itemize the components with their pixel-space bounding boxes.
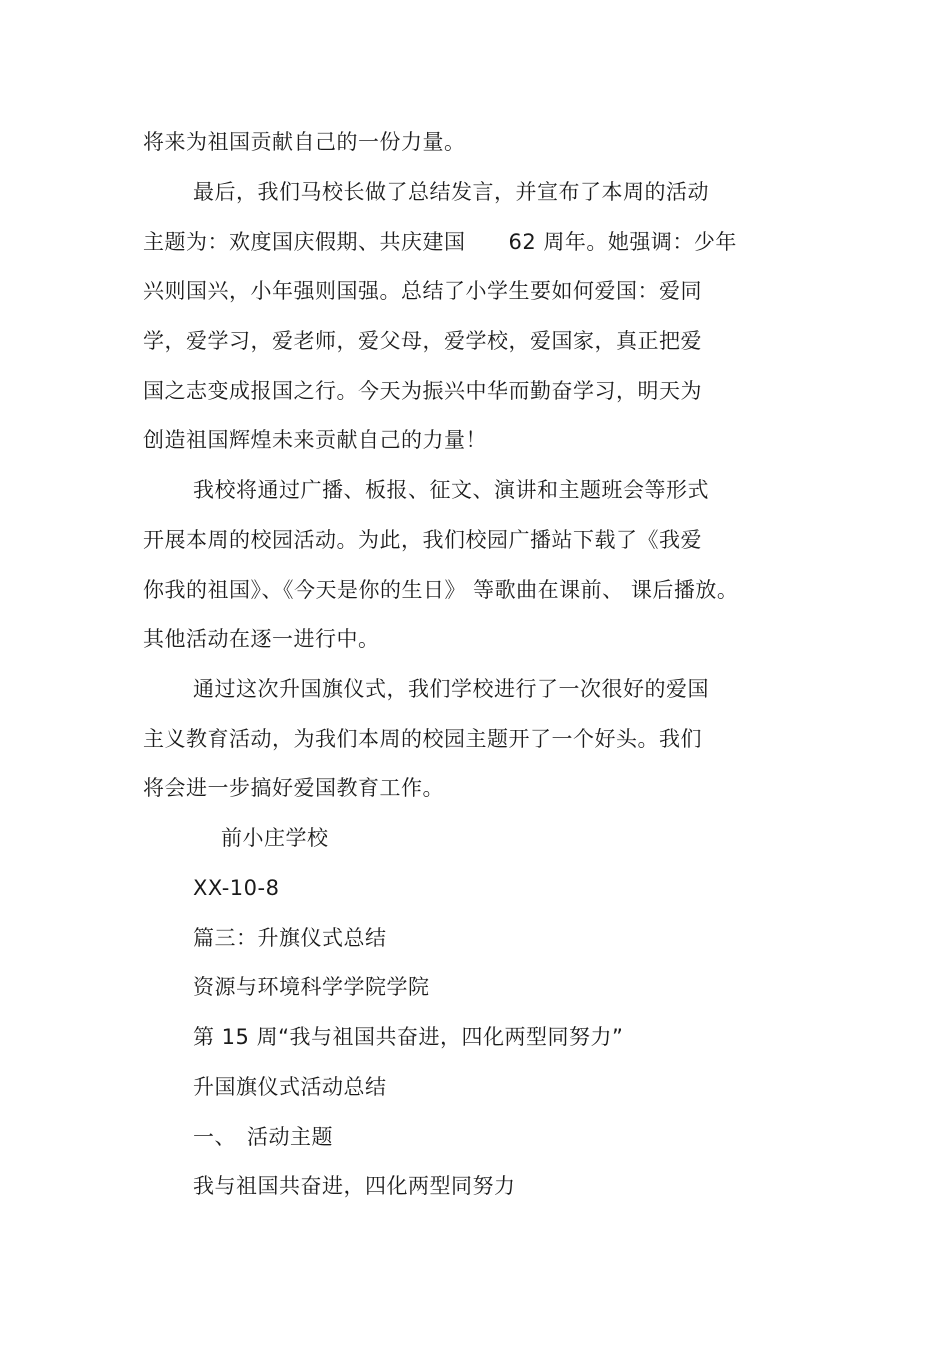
paragraph-start: 通过这次升国旗仪式，我们学校进行了一次很好的爱国 <box>193 677 709 701</box>
text-line: 国之志变成报国之行。今天为振兴中华而勤奋学习，明天为 <box>143 379 702 403</box>
text-line: 主义教育活动，为我们本周的校园主题开了一个好头。我们 <box>143 727 702 751</box>
date-line: XX-10-8 <box>193 876 280 900</box>
text-line: 主题为：欢度国庆假期、共庆建国 62 周年。她强调：少年 <box>143 230 737 254</box>
section-heading: 篇三：升旗仪式总结 <box>193 926 387 950</box>
text-line: 将会进一步搞好爱国教育工作。 <box>143 776 444 800</box>
text-line: 创造祖国辉煌未来贡献自己的力量！ <box>143 428 487 452</box>
subsection-heading: 一、 活动主题 <box>193 1125 333 1149</box>
summary-title: 升国旗仪式活动总结 <box>193 1075 387 1099</box>
week-theme-title: 第 15 周“我与祖国共奋进，四化两型同努力” <box>193 1025 624 1049</box>
text-line: 开展本周的校园活动。为此，我们校园广播站下载了《我爱 <box>143 528 702 552</box>
theme-text: 我与祖国共奋进，四化两型同努力 <box>193 1174 516 1198</box>
text-line: 其他活动在逐一进行中。 <box>143 627 380 651</box>
paragraph-start: 最后，我们马校长做了总结发言，并宣布了本周的活动 <box>193 180 709 204</box>
paragraph-start: 我校将通过广播、板报、征文、演讲和主题班会等形式 <box>193 478 709 502</box>
text-line: 将来为祖国贡献自己的一份力量。 <box>143 130 466 154</box>
school-signature: 前小庄学校 <box>221 826 329 850</box>
text-line: 你我的祖国》、《今天是你的生日》 等歌曲在课前、 课后播放。 <box>143 578 739 602</box>
college-name: 资源与环境科学学院学院 <box>193 975 430 999</box>
text-line: 学，爱学习，爱老师，爱父母，爱学校，爱国家，真正把爱 <box>143 329 702 353</box>
text-line: 兴则国兴，小年强则国强。总结了小学生要如何爱国：爱同 <box>143 279 702 303</box>
